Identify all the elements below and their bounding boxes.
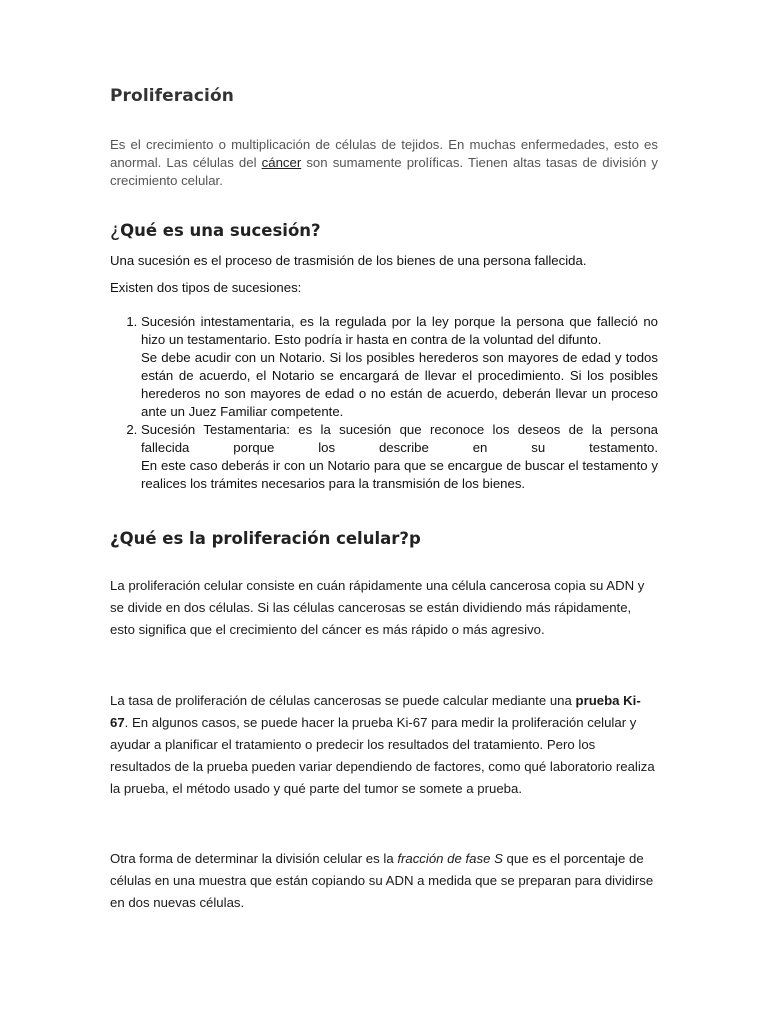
fase-s-paragraph — [110, 848, 658, 914]
ki67-test-bold: prueba Ki-67 — [110, 693, 641, 730]
sucesion-types-intro: Existen dos tipos de sucesiones: — [110, 280, 302, 295]
fase-s-text-a: Otra forma de determinar la división celular es la — [110, 851, 398, 866]
proliferacion-celular-paragraph: La proliferación celular consiste en cuán rápidamente una célula cancerosa copia su ADN y se divide en dos células. Si las células cancerosas se están dividiendo más rápidamente, esto significa que el crecimiento del cáncer es más rápido o más agresivo. — [110, 578, 645, 637]
sucesion-definition: Una sucesión es el proceso de trasmisión de los bienes de una persona fallecida. — [110, 253, 587, 268]
heading-proliferacion: Proliferación — [110, 86, 234, 106]
inverted-question-mark: ¿ — [110, 219, 121, 241]
ki67-paragraph — [110, 690, 658, 800]
cancer-link[interactable]: cáncer — [261, 155, 302, 170]
list-item-testamentaria — [141, 421, 658, 493]
heading-sucesion — [110, 219, 321, 241]
proliferacion-text-a: Es el crecimiento o multiplicación de células de tejidos. En muchas enfermedades, esto es anormal. Las células del — [110, 137, 658, 170]
proliferacion-paragraph — [110, 136, 658, 190]
testamentaria-procedure: En este caso deberás ir con un Notario para que se encargue de buscar el testamento y realices los trámites necesarios para la transmisión de los bienes. — [141, 458, 658, 491]
heading-sucesion-text: Qué es una sucesión? — [120, 221, 321, 240]
intestamentaria-procedure: Se debe acudir con un Notario. Si los posibles herederos son mayores de edad y todos están de acuerdo, el Notario se encargará de llevar el procedimiento. Si los posibles herederos no son mayores de edad o no están de acuerdo, deberán llevar un proceso ante un Juez Familiar competente. — [141, 350, 658, 419]
ki67-text-a: La tasa de proliferación de células cancerosas se puede calcular mediante una — [110, 693, 576, 708]
proliferacion-text-b: son sumamente prolíficas. Tienen altas tasas de división y crecimiento celular. — [110, 155, 658, 188]
heading-proliferacion-celular: ¿Qué es la proliferación celular?p — [110, 529, 421, 548]
list-item-intestamentaria — [141, 313, 658, 421]
testamentaria-description: 2. Sucesión Testamentaria: es la sucesión que reconoce los deseos de la persona fallecida porque los describe en su testamento. — [141, 422, 658, 455]
ki67-text-b: . En algunos casos, se puede hacer la prueba Ki-67 para medir la proliferación celular y ayudar a planificar el tratamiento o predecir los resultados del tratamiento. Pero los resultados de la prueba pueden variar dependiendo de factores, como qué laboratorio realiza la prueba, el método usado y qué parte del tumor se somete a prueba. — [110, 715, 655, 796]
sucesion-types-list — [110, 313, 658, 493]
intestamentaria-description: 1. Sucesión intestamentaria, es la regulada por la ley porque la persona que falleció no hizo un testamentario. Esto podría ir hasta en contra de la voluntad del difunto. — [141, 314, 658, 347]
fase-s-text-b: que es el porcentaje de células en una muestra que están copiando su ADN a medida que se preparan para dividirse en dos nuevas células. — [110, 851, 654, 910]
fase-s-italic: fracción de fase S — [397, 851, 503, 866]
